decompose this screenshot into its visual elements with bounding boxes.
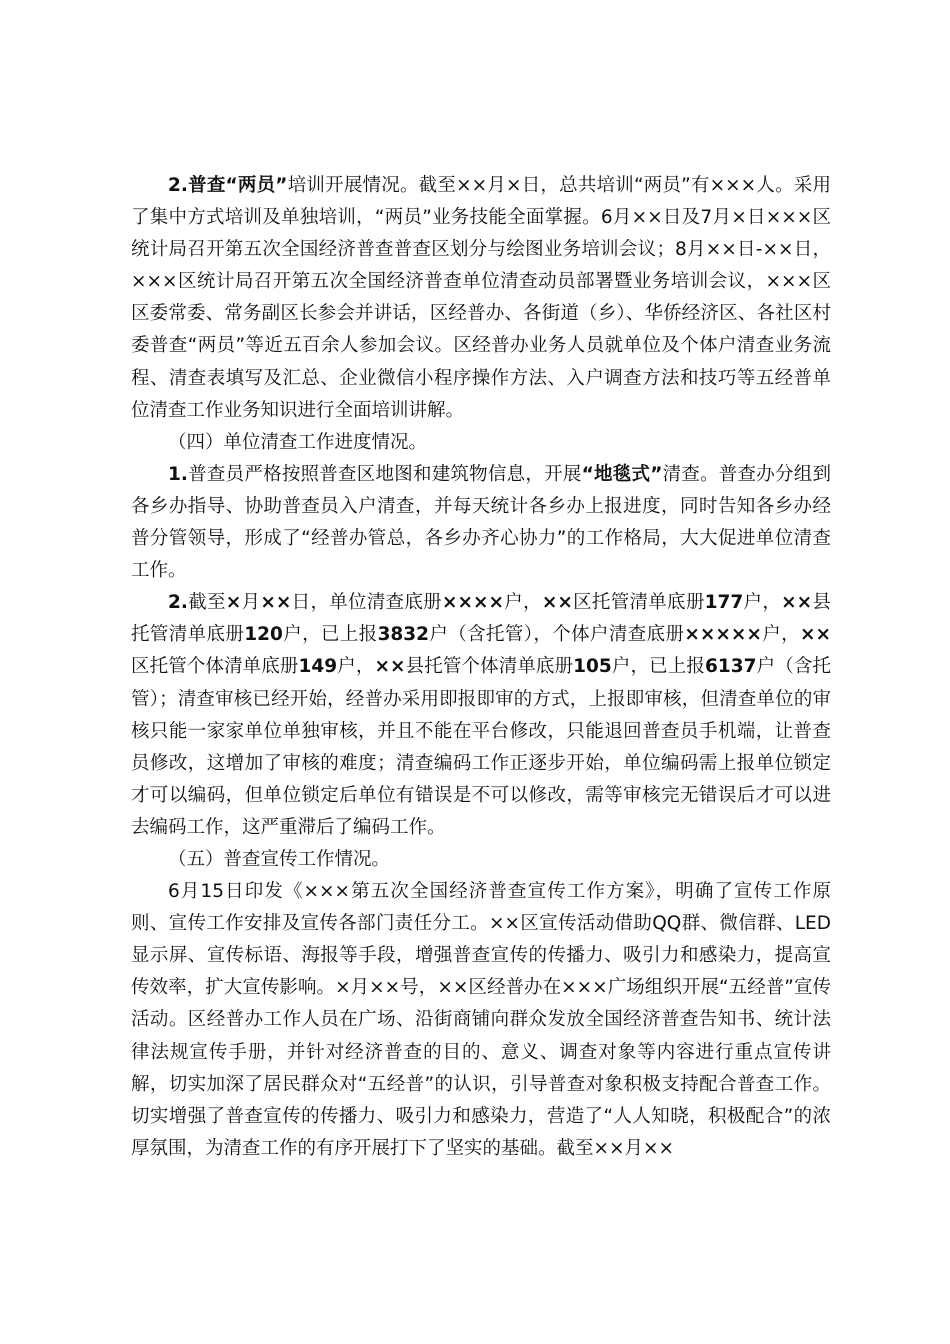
stat-value: 105: [573, 656, 612, 678]
stat-value: 149: [298, 656, 338, 678]
paragraph-publicity: 6月15日印发《×××第五次全国经济普查宣传工作方案》，明确了宣传工作原则、宣传工作安排及宣传各部门责任分工。××区宣传活动借助QQ群、微信群、LED显示屏、宣传标语、海报等手段，增强普查宣传的传播力、吸引力和感染力，提高宣传效率，扩大宣传影响。×月××号，××区经普办在×××广场组织开展“五经普”宣传活动。区经普办工作人员在广场、沿街商铺向群众发放全国经济普查告知书、统计法律法规宣传手册，并针对经济普查的目的、意义、调查对象等内容进行重点宣传讲解，切实加深了居民群众对“五经普”的认识，引导普查对象积极支持配合普查工作。切实增强了普查宣传的传播力、吸引力和感染力，营造了“人人知晓，积极配合”的浓厚氛围，为清查工作的有序开展打下了坚实的基础。截至××月××: [131, 881, 831, 1159]
training-text: 培训开展情况。截至××月×日，总共培训“两员”有×××人。采用了集中方式培训及单独培训，“两员”业务技能全面掌握。6月××日及7月×日×××区统计局召开第五次全国经济普查普查区划分与绘图业务培训会议；8月××日-××日，×××区统计局召开第五次全国经济普查单位清查动员部署暨业务培训会议，×××区区委常委、常务副区长参会并讲话，区经普办、各街道（乡）、华侨经济区、各社区村委普查“两员”等近五百余人参加会议。区经普办业务人员就单位及个体户清查业务流程、清查表填写及汇总、企业微信小程序操作方法、入户调查方法和技巧等五经普单位清查工作业务知识进行全面培训讲解。: [131, 175, 832, 421]
paragraph-carpet-check: 1.普查员严格按照普查区地图和建筑物信息，开展“地毯式”清查。普查办分组到各乡办指导、协助普查员入户清查，并每天统计各乡办上报进度，同时告知各乡办经普分管领导，形成了“经普办管总，各乡办齐心协力”的工作格局，大大促进单位清查工作。: [131, 463, 831, 582]
carpet-phrase: “地毯式”: [581, 463, 663, 485]
document-page: [131, 170, 831, 1165]
training-heading: 2.普查“两员”: [168, 175, 288, 196]
paragraph-training: [131, 170, 831, 427]
section-heading-unit-check: （四）单位清查工作进度情况。: [168, 431, 428, 453]
section-heading-publicity: （五）普查宣传工作情况。: [168, 848, 391, 870]
item-number: 1.: [168, 463, 188, 485]
paragraph-progress-stats: 2.截至×月××日，单位清查底册××××户，××区托管清单底册177户，××县托管清单底册120户，已上报3832户（含托管），个体户清查底册×××××户，××区托管个体清单底册149户，××县托管个体清单底册105户，已上报6137户（含托管）；清查审核已经开始，经普办采用即报即审的方式，上报即审核，但清查单位的审核只能一家家单位单独审核，并且不能在平台修改，只能退回普查员手机端，让普查员修改，这增加了审核的难度；清查编码工作正逐步开始，单位编码需上报单位锁定才可以编码，但单位锁定后单位有错误是不可以修改，需等审核完无错误后才可以进去编码工作，这严重滞后了编码工作。: [131, 592, 831, 838]
stat-value: 6137: [704, 656, 757, 678]
stat-value: 3832: [377, 624, 430, 646]
stat-value: 177: [704, 592, 744, 614]
item-number: 2.: [168, 592, 188, 614]
stat-value: 120: [244, 624, 283, 646]
